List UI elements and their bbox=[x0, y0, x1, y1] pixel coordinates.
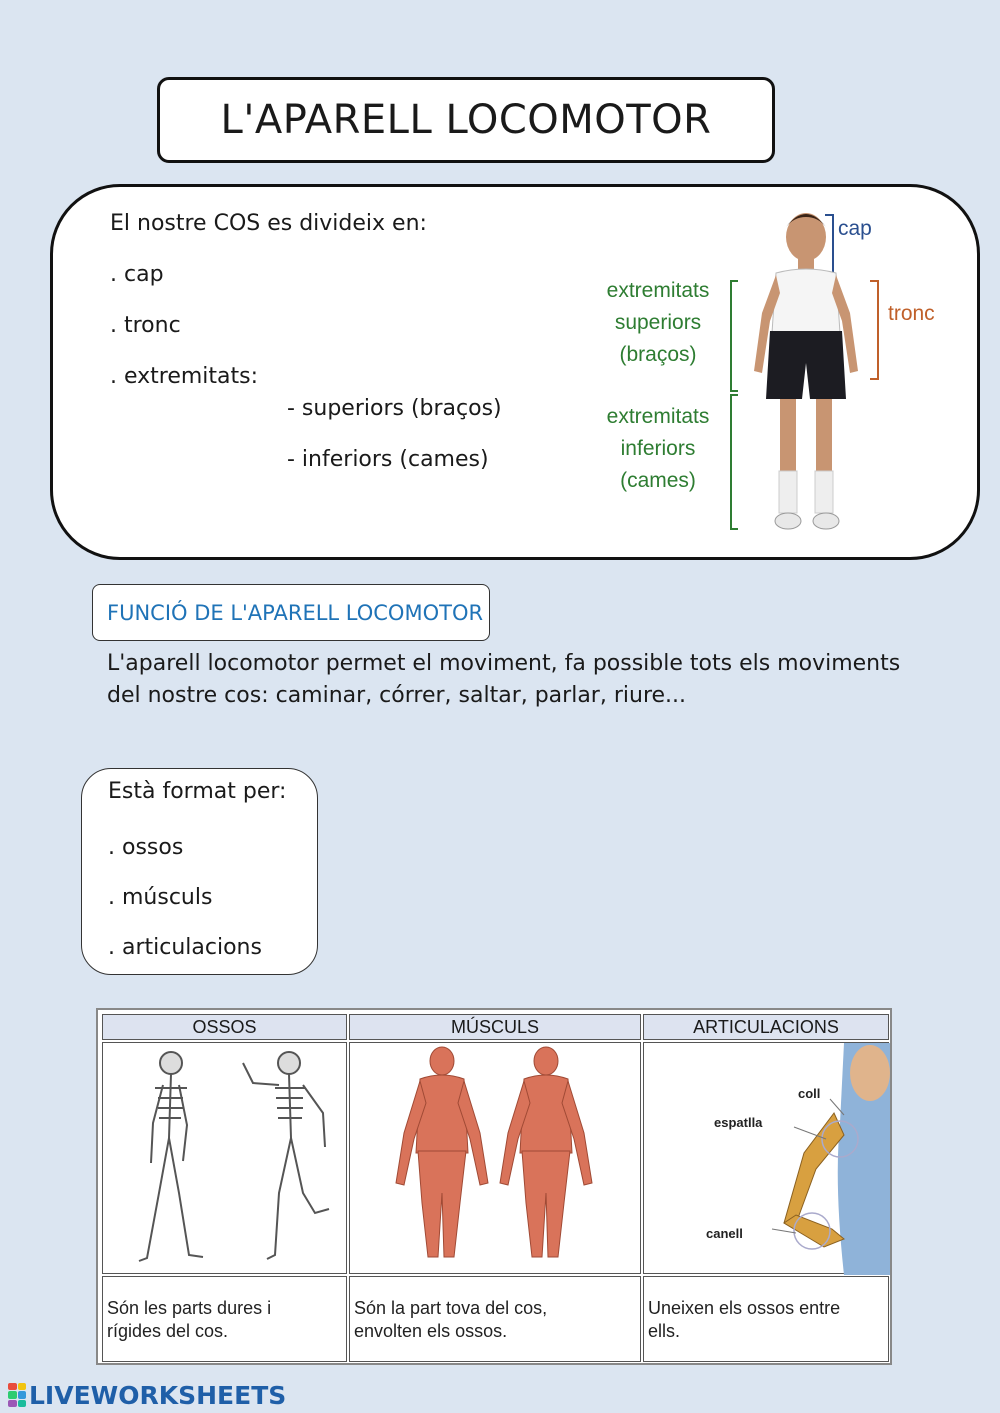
body-intro: El nostre COS es divideix en: bbox=[110, 211, 427, 236]
composition-item-articulacions: . articulacions bbox=[108, 935, 262, 960]
muscles-icon bbox=[350, 1043, 642, 1275]
desc-articulacions bbox=[643, 1276, 889, 1362]
label-upper-line-3: (braços) bbox=[619, 343, 697, 366]
label-lower-line-1: extremitats bbox=[606, 405, 710, 428]
page-title: L'APARELL LOCOMOTOR bbox=[220, 97, 712, 143]
function-line-1: L'aparell locomotor permet el moviment, fa possible tots els moviments bbox=[107, 651, 901, 676]
desc-musculs-line-2: envolten els ossos. bbox=[354, 1321, 508, 1341]
table-header-musculs-label: MÚSCULS bbox=[450, 1016, 539, 1037]
liveworksheets-logo[interactable] bbox=[8, 1380, 286, 1410]
function-line-2: del nostre cos: caminar, córrer, saltar, parlar, riure... bbox=[107, 683, 687, 708]
joint-label-espatlla: espatlla bbox=[714, 1115, 763, 1130]
label-tronc: tronc bbox=[888, 302, 935, 325]
desc-ossos bbox=[102, 1276, 347, 1362]
desc-musculs-line-1: Són la part tova del cos, bbox=[354, 1298, 548, 1318]
desc-ossos-line-1: Són les parts dures i bbox=[107, 1298, 272, 1318]
joints-image-cell bbox=[643, 1042, 889, 1274]
body-division-panel bbox=[50, 184, 980, 560]
logo-icon bbox=[8, 1383, 26, 1407]
label-upper-line-2: superiors bbox=[614, 311, 702, 334]
label-lower-line-2: inferiors bbox=[620, 437, 696, 460]
body-item-tronc: . tronc bbox=[110, 313, 181, 338]
table-header-musculs bbox=[349, 1014, 641, 1040]
skeleton-icon bbox=[103, 1043, 348, 1275]
desc-articulacions-line-2: ells. bbox=[648, 1321, 681, 1341]
label-upper-line-1: extremitats bbox=[606, 279, 710, 302]
function-heading-box bbox=[92, 584, 490, 641]
joints-icon bbox=[644, 1043, 890, 1275]
skeleton-image-cell bbox=[102, 1042, 347, 1274]
table-header-ossos bbox=[102, 1014, 347, 1040]
desc-ossos-line-2: rígides del cos. bbox=[107, 1321, 229, 1341]
body-item-extremitats: . extremitats: bbox=[110, 364, 259, 389]
label-cap: cap bbox=[838, 217, 872, 240]
muscles-image-cell bbox=[349, 1042, 641, 1274]
body-subitem-superiors: - superiors (braços) bbox=[287, 396, 502, 421]
body-subitem-inferiors: - inferiors (cames) bbox=[287, 447, 489, 472]
body-item-cap: . cap bbox=[110, 262, 164, 287]
composition-panel bbox=[81, 768, 318, 975]
table-header-articulacions-label: ARTICULACIONS bbox=[693, 1016, 839, 1037]
label-upper-limbs bbox=[588, 275, 728, 371]
joint-label-coll: coll bbox=[798, 1086, 821, 1101]
joint-label-canell: canell bbox=[706, 1226, 743, 1241]
label-lower-line-3: (cames) bbox=[620, 469, 696, 492]
table-header-articulacions bbox=[643, 1014, 889, 1040]
desc-articulacions-line-1: Uneixen els ossos entre bbox=[648, 1298, 841, 1318]
composition-item-ossos: . ossos bbox=[108, 835, 184, 860]
desc-musculs bbox=[349, 1276, 641, 1362]
body-parts-figure bbox=[548, 203, 968, 543]
function-text bbox=[107, 648, 927, 712]
page-title-box bbox=[157, 77, 775, 163]
function-heading: FUNCIÓ DE L'APARELL LOCOMOTOR bbox=[107, 600, 484, 625]
logo-text: LIVEWORKSHEETS bbox=[29, 1380, 287, 1410]
composition-item-musculs: . músculs bbox=[108, 885, 213, 910]
label-lower-limbs bbox=[588, 401, 728, 497]
table-header-ossos-label: OSSOS bbox=[192, 1016, 257, 1037]
locomotor-table bbox=[96, 1008, 892, 1365]
composition-intro: Està format per: bbox=[108, 779, 287, 804]
